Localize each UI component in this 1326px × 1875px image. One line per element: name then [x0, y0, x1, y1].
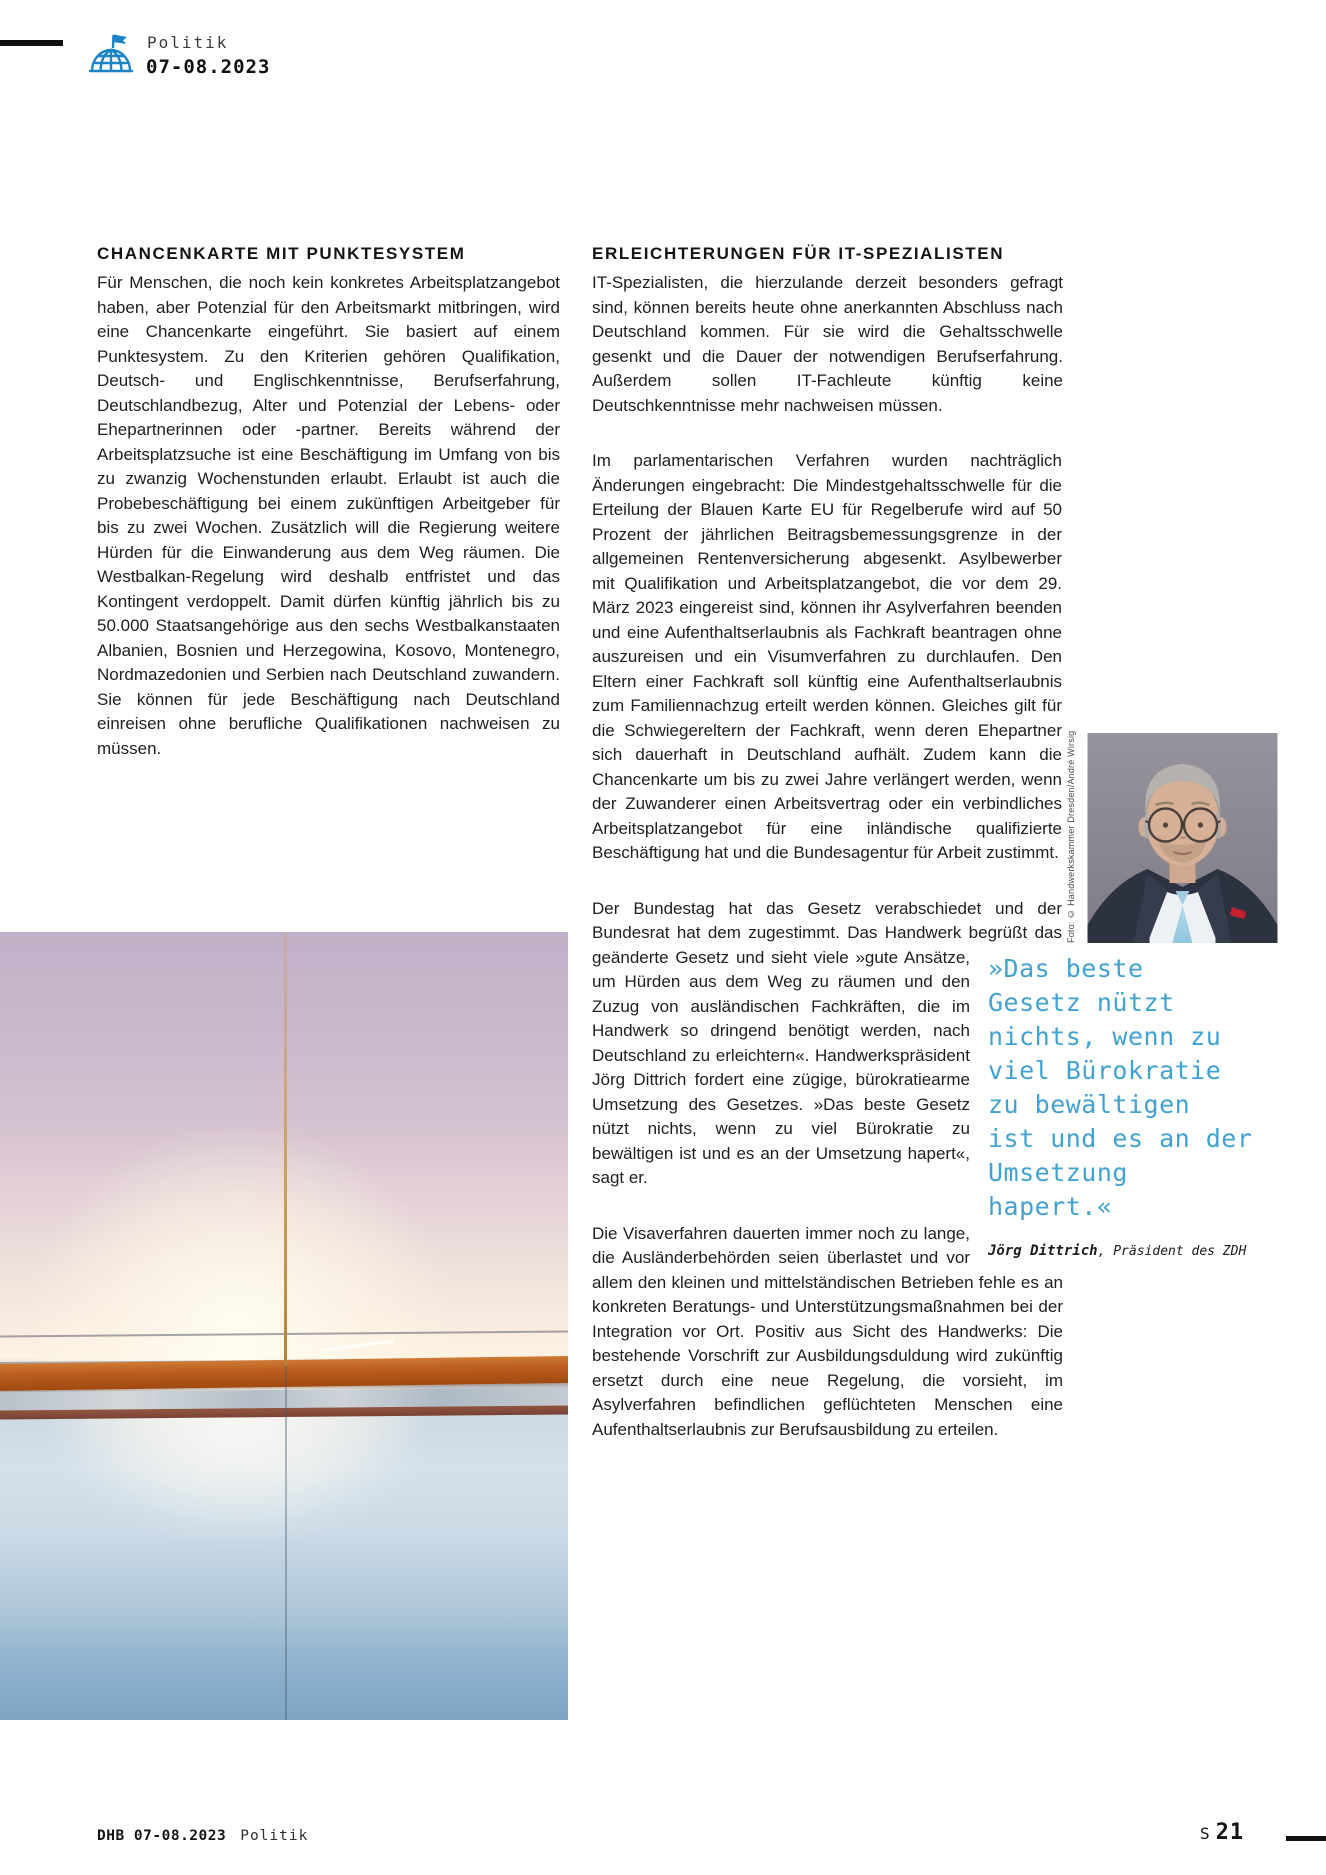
portrait-illustration — [1087, 733, 1278, 943]
article-paragraph: Die Visaverfahren dauerten immer noch zu lange, die Ausländerbehörden seien überlastet und vor allem den kleinen und mittelständischen Betrieben fehle es an konkreten Beratungs- und Unterstützungsmaßnahmen bei der Integration vor Ort. Positiv aus Sicht des Handwerks: Die bestehende Vorschrift zur Ausbildungsduldung wird zukünftig ersetzt durch eine neue Regelung, die vorsieht, im Asylverfahren befindlichen geflüchteten Menschen eine Aufenthaltserlaubnis zur Berufsausbildung zu erteilen. — [592, 1223, 1063, 1439]
reichstag-dome-icon — [86, 33, 136, 79]
issue-label: 07-08.2023 — [146, 56, 271, 78]
pull-quote-line: zu bewältigen — [988, 1090, 1191, 1119]
pull-quote-line: Gesetz nützt — [988, 988, 1175, 1017]
quote-float-spacer — [1062, 449, 1063, 959]
vertical-post — [284, 932, 287, 1366]
footer-left — [97, 1828, 308, 1844]
pull-quote-line: Umsetzung — [988, 1158, 1128, 1187]
quote-attribution — [988, 1240, 1246, 1259]
article-it-spezialisten — [592, 243, 1063, 1473]
quote-attribution-role: , Präsident des ZDH — [1097, 1244, 1247, 1259]
article-heading-left: CHANCENKARTE MIT PUNKTESYSTEM — [97, 244, 466, 263]
article-paragraph: Der Bundestag hat das Gesetz verabschiedet und der Bundesrat hat dem zugestimmt. Das Handwerk begrüßt das geänderte Gesetz und sieht viele »gute Ansätze, um Hürden aus dem Weg zu räumen und den Zuzug von ausländischen Fachkräften, die im Handwerk so dringend benötigt werden, nach Deutschland zu erleichtern«. Handwerkspräsident Jörg Dittrich fordert eine zügige, bürokratiearme Umsetzung des Gesetzes. »Das beste Gesetz nützt nichts, wenn zu viel Bürokratie zu bewältigen ist und es an der Umsetzung hapert«, sagt er. — [592, 898, 1062, 1187]
page-number-block — [1200, 1820, 1244, 1845]
pull-quote-line: nichts, wenn zu — [988, 1022, 1222, 1051]
bottom-edge-marker — [1286, 1836, 1326, 1841]
page-number: 21 — [1215, 1820, 1245, 1845]
portrait-photo-joerg-dittrich — [1087, 733, 1278, 943]
article-paragraph: Im parlamentarischen Verfahren wurden nachträglich Änderungen eingebracht: Die Mindestgehaltsschwelle für die Erteilung der Blauen Karte EU für Regelberufe wird auf 50 Prozent der jährlichen Beitragsbemessungsgrenze in der allgemeinen Rentenversicherung abgesenkt. Asylbewerber mit Qualifikation und Arbeitsplatzangebot, die vor dem 29. März 2023 eingereist sind, können ihr Asylverfahren beenden und eine Aufenthaltserlaubnis als Fachkraft beantragen ohne auszureisen und ein Visumverfahren zu durchlaufen. Den Eltern einer Fachkraft soll künftig eine Aufenthaltserlaubnis zum Familiennachzug erteilt werden können. Gleiches gilt für die Schwiegereltern der Fachkraft, wenn deren Ehepartner sich dauerhaft in Deutschland aufhält. Zudem kann die Chancenkarte um bis zu zwei Jahre verlängert werden, wenn der Zuwanderer einen Arbeitsvertrag oder ein verbindliches Arbeitsplatzangebot für eine inländische qualifizierte Beschäftigung hat und die Bundesagentur für Arbeit zustimmt. — [592, 451, 1062, 862]
vertical-post-reflection — [285, 1366, 287, 1720]
photo-credit: Foto: © Handwerkskammer Dresden/André Wirsig — [1066, 730, 1076, 943]
article-paragraph: IT-Spezialisten, die hierzulande derzeit besonders gefragt sind, können bereits heute ohne anerkannten Abschluss nach Deutschland kommen. Für sie wird die Gehaltsschwelle gesenkt und die Dauer der notwendigen Berufserfahrung. Außerdem sollen IT-Fachleute künftig keine Deutschkenntnisse mehr nachweisen müssen. — [592, 273, 1063, 415]
article-chancenkarte — [97, 243, 560, 792]
footer-magazine-issue: DHB 07-08.2023 — [97, 1828, 227, 1844]
pull-quote-line: »Das beste — [988, 954, 1144, 983]
quote-attribution-name: Jörg Dittrich — [988, 1243, 1098, 1259]
pull-quote-line: hapert.« — [988, 1192, 1113, 1221]
section-label: Politik — [147, 33, 229, 52]
pull-quote-line: viel Bürokratie — [988, 1056, 1222, 1085]
article-body-left: Für Menschen, die noch kein konkretes Arbeitsplatzangebot haben, aber Potenzial für den Arbeitsmarkt mitbringen, wird eine Chancenkarte eingeführt. Sie basiert auf einem Punktesystem. Zu den Kriterien gehören Qualifikation, Deutsch- und Englischkenntnisse, Berufserfahrung, Deutschlandbezug, Alter und Potenzial der Lebens- oder Ehepartnerinnen oder -partner. Bereits während der Arbeitsplatzsuche ist eine Beschäftigung im Umfang von bis zu zwanzig Wochenstunden erlaubt. Erlaubt ist auch die Probebeschäftigung bei einem zukünftigen Arbeitgeber für bis zu zwei Wochen. Zusätzlich will die Regierung weitere Hürden für die Einwanderung aus dem Weg räumen. Die Westbalkan-Regelung wird deshalb entfristet und das Kontingent verdoppelt. Damit dürfen künftig jährlich bis zu 50.000 Staatsangehörige aus den sechs Westbalkanstaaten Albanien, Bosnien und Herzegowina, Kosovo, Montenegro, Nordmazedonien und Serbien nach Deutschland zuwandern. Sie können für jede Beschäftigung nach Deutschland einreisen ohne berufliche Qualifikationen nachweisen zu müssen. — [97, 273, 560, 758]
footer-section: Politik — [240, 1828, 309, 1844]
pull-quote-line: ist und es an der — [988, 1124, 1253, 1153]
article-heading-right: ERLEICHTERUNGEN FÜR IT-SPEZIALISTEN — [592, 244, 1005, 263]
top-edge-marker — [0, 40, 63, 46]
pull-quote — [988, 952, 1288, 1224]
page-prefix: S — [1200, 1824, 1210, 1843]
hero-image-sky-water — [0, 932, 568, 1720]
